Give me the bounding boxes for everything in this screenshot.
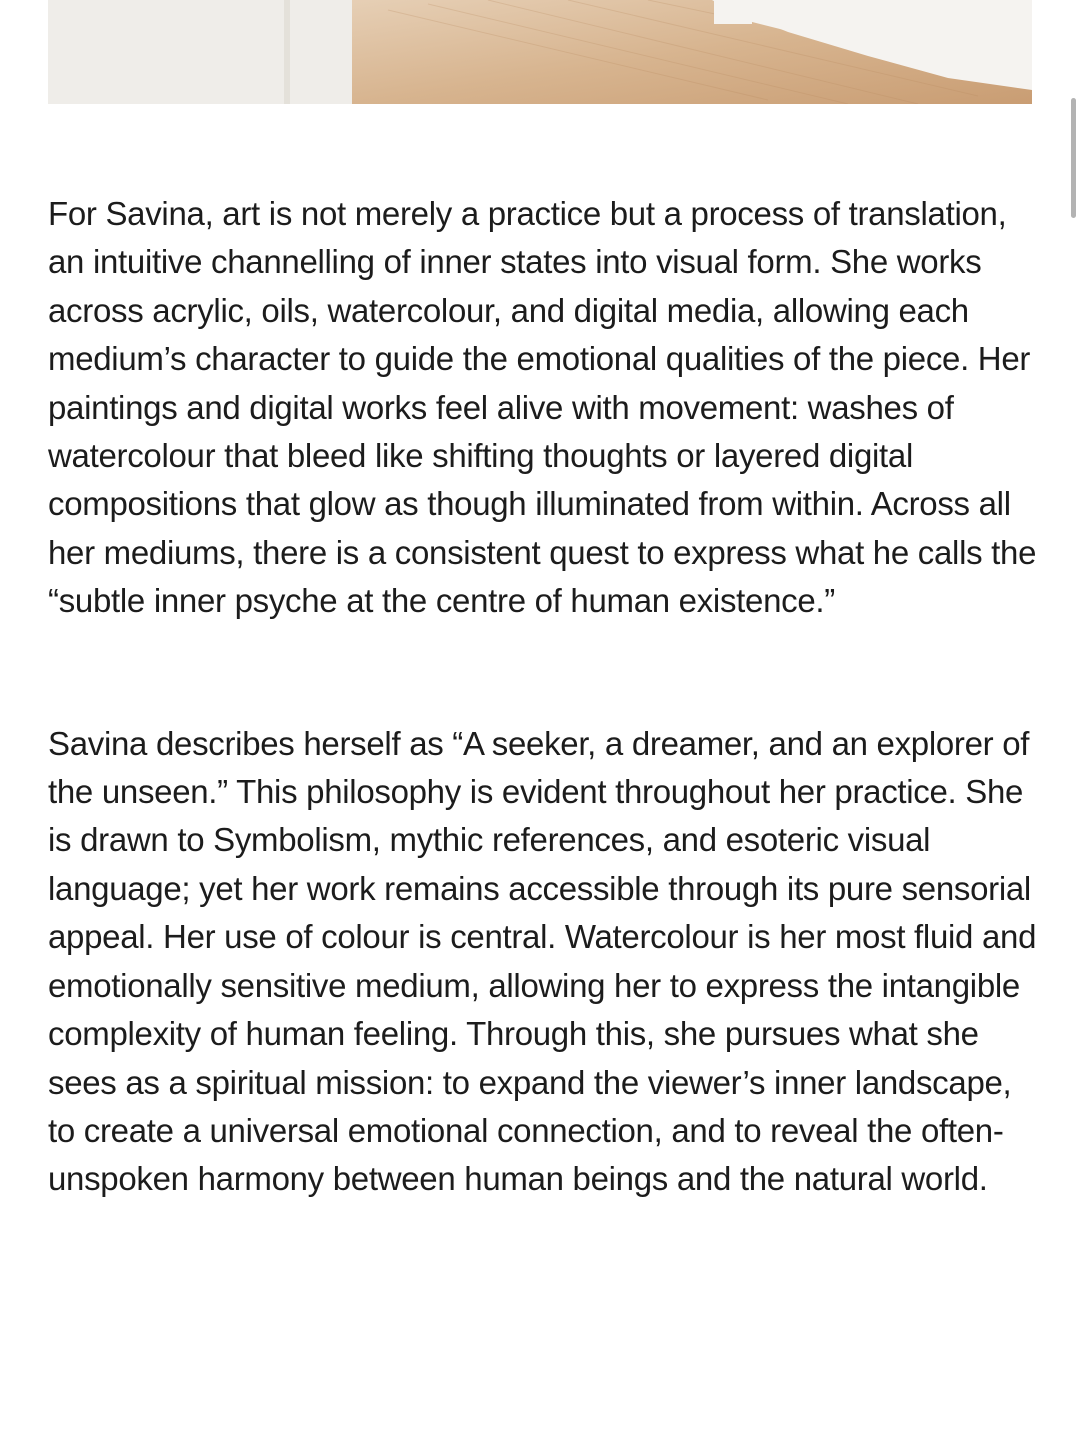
- article-paragraph-2: Savina describes herself as “A seeker, a dreamer, and an explorer of the unseen.” This philosophy is evident throughout her practice. She is drawn to Symbolism, mythic references, and esoteric visual language; yet her work remains accessible through its pure sensorial appeal. Her use of colour is central. Watercolour is her most fluid and emotionally sensitive medium, allowing her to express the intangible complexity of human feeling. Through this, she pursues what she sees as a spiritual mission: to expand the viewer’s inner landscape, to create a universal emotional connection, and to reveal the often-unspoken harmony between human beings and the natural world.: [48, 724, 1037, 1198]
- gallery-room-photo-icon: [48, 0, 1032, 104]
- scrollbar-thumb[interactable]: [1071, 98, 1076, 218]
- hero-image: [48, 0, 1032, 104]
- article-paragraph-1: For Savina, art is not merely a practice but a process of translation, an intuitive channelling of inner states into visual form. She works across acrylic, oils, watercolour, and digital media, allowing each medium’s character to guide the emotional qualities of the piece. Her paintings and digital works feel alive with movement: washes of watercolour that bleed like shifting thoughts or layered digital compositions that glow as though illuminated from within. Across all her mediums, there is a consistent quest to express what he calls the “subtle inner psyche at the centre of human existence.”: [48, 195, 1037, 620]
- article-body: [48, 190, 1038, 1204]
